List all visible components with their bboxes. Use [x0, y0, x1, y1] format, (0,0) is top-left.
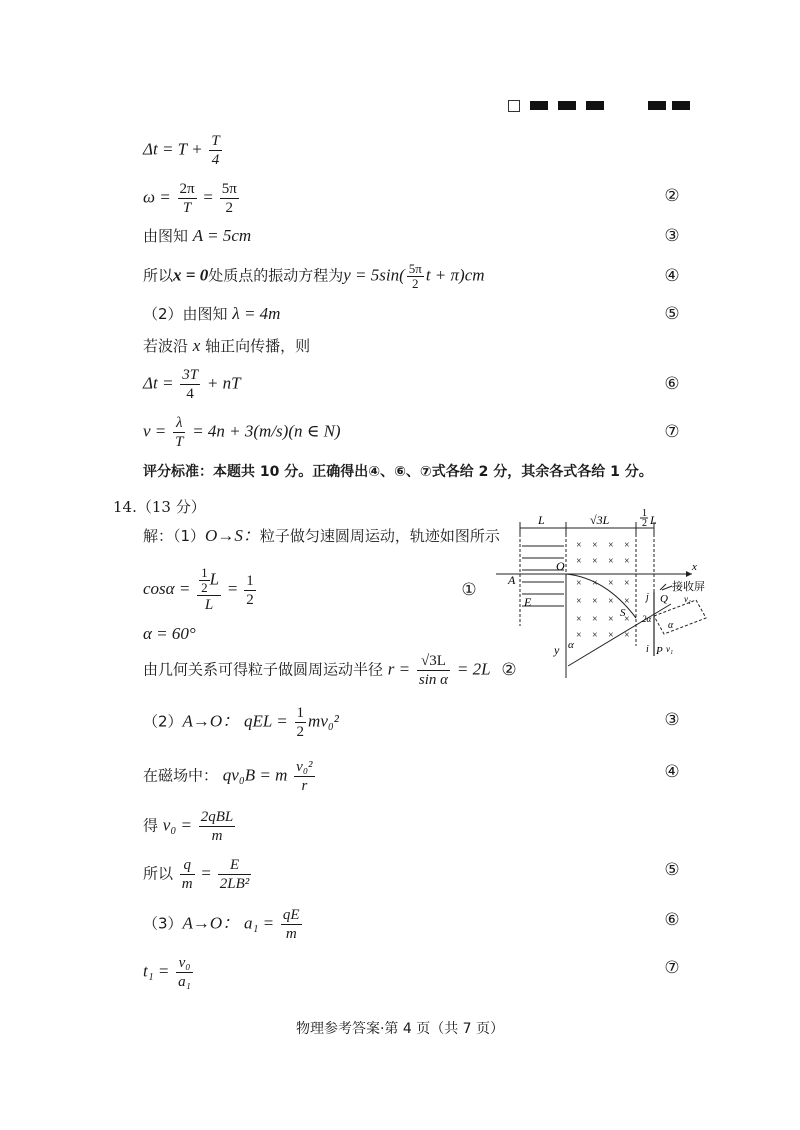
- eq-number: ④: [664, 266, 680, 286]
- label-alpha-screen: α: [668, 620, 674, 631]
- fraction: $\frac{qE}{m}$: [282, 907, 300, 942]
- field-cross: ×: [592, 578, 598, 589]
- dim-root3L-label: √3L: [590, 513, 610, 527]
- eq-number: ⑥: [664, 910, 680, 930]
- eq-cos-alpha: cosα = $\frac{1}{2}$ L L = $\frac{1}{2}$: [143, 565, 254, 613]
- eq-number: ⑤: [664, 860, 680, 880]
- eq-wavelength: （2）由图知 λ = 4m: [143, 304, 281, 323]
- fraction: $\frac{\lambda}{T}$: [175, 415, 184, 450]
- dim-half-den: 2: [642, 518, 647, 529]
- eq-v0: 得 v₀ = $\frac{\text{2qBL}}{m}$: [143, 809, 234, 844]
- eq-number: ②: [501, 659, 517, 679]
- q14-part1: 解：（1）O→S：粒子做匀速圆周运动，轨迹如图所示: [143, 526, 500, 545]
- field-cross: ×: [624, 630, 630, 641]
- corner-bar: [648, 101, 666, 110]
- fraction: $\frac{√3L}{\text{sin α}}$: [418, 653, 449, 688]
- fraction: $\frac{5\pi}{2}$: [408, 261, 422, 291]
- eq-charge-mass-ratio: 所以 $\frac{q}{m}$ = $\frac{E}{\text{2LB²}}$: [143, 857, 250, 892]
- field-cross: ×: [624, 578, 630, 589]
- field-cross: ×: [608, 556, 614, 567]
- fraction: $\frac{q}{m}$: [181, 857, 193, 892]
- field-cross: ×: [592, 556, 598, 567]
- eq-acceleration: （3）A→O： a₁ = $\frac{qE}{m}$: [143, 907, 300, 942]
- label-A: A: [508, 573, 516, 587]
- eq-number: ⑦: [664, 422, 680, 442]
- eq-delta-t: [143, 132, 224, 169]
- fraction: $\frac{\text{2qBL}}{m}$: [200, 809, 234, 844]
- trajectory-diagram: [496, 506, 716, 682]
- label-j: j: [646, 592, 649, 603]
- field-cross: ×: [608, 596, 614, 607]
- label-O: O: [556, 559, 565, 573]
- corner-bar: [530, 101, 548, 110]
- field-cross: ×: [624, 540, 630, 551]
- corner-bar: [672, 101, 690, 110]
- field-cross: ×: [592, 630, 598, 641]
- field-cross: ×: [608, 614, 614, 625]
- eq-amplitude: 由图知 A = 5cm: [143, 226, 252, 245]
- eq-radius: 由几何关系可得粒子做圆周运动半径 r = $\frac{√3L}{\text{sin α}}$ = 2L ②: [143, 653, 517, 688]
- label-v1-lower: v₁: [666, 644, 674, 654]
- label-i: i: [646, 644, 649, 655]
- label-S: S: [620, 607, 626, 619]
- label-alpha-y: α: [568, 639, 574, 651]
- field-cross: ×: [592, 614, 598, 625]
- label-Q: Q: [660, 593, 668, 605]
- fraction: $\frac{2\pi}{T}$: [179, 181, 195, 216]
- dim-half-L: L: [650, 513, 657, 527]
- fraction: $\frac{\text{v₀²}}{r}$: [296, 759, 313, 794]
- fraction: $\frac{5\pi}{2}$: [221, 181, 237, 216]
- eq-alpha-value: α = 60°: [143, 624, 196, 643]
- eq-lhs: ω =: [143, 187, 171, 207]
- corner-box: [508, 100, 520, 112]
- eq-omega: ω = $\frac{2\pi}{T}$ = $\frac{5\pi}{2}$: [143, 181, 237, 216]
- eq-magnetic-force: 在磁场中： qv₀B = m $\frac{\text{v₀²}}{r}$: [143, 759, 313, 794]
- page-footer: 物理参考答案·第 4 页（共 7 页）: [295, 1021, 505, 1037]
- label-P: P: [656, 645, 663, 657]
- eq-energy: （2）A→O： qEL = $\frac{1}{2}$ mv₀²: [143, 705, 339, 740]
- dim-L-label: L: [538, 513, 545, 527]
- field-cross: ×: [624, 556, 630, 567]
- label-v1: v₁: [684, 594, 692, 604]
- grading-standard: 评分标准：本题共 10 分。正确得出④、⑥、⑦式各给 2 分，其余各式各给 1 分。: [143, 464, 653, 480]
- eq-number: ③: [664, 226, 680, 246]
- field-cross: ×: [576, 596, 582, 607]
- fraction: $\frac{1}{2}$: [246, 572, 254, 608]
- fraction: $\frac{E}{\text{2LB²}}$: [219, 857, 250, 892]
- label-2alpha: 2α: [642, 614, 652, 624]
- field-cross: ×: [608, 578, 614, 589]
- field-cross: ×: [624, 596, 630, 607]
- field-cross: ×: [576, 614, 582, 625]
- eq-velocity: v = $\frac{\lambda}{T}$ = 4n + 3(m/s)(n ∈ N): [143, 415, 341, 450]
- question-14-number: 14.（13 分）: [113, 498, 206, 516]
- eq-number: ③: [664, 710, 680, 730]
- fraction: $\frac{\text{v₀}}{\text{a₁}}$: [178, 955, 191, 990]
- eq-number: ⑦: [664, 958, 680, 978]
- eq-number: ⑥: [664, 374, 680, 394]
- field-cross: ×: [608, 540, 614, 551]
- field-cross: ×: [576, 578, 582, 589]
- field-cross: ×: [576, 556, 582, 567]
- screen-label: 接收屏: [672, 581, 705, 593]
- eq-delta-t-general: Δt = $\frac{3T}{4}$ + nT: [143, 367, 241, 402]
- text-positive-direction: 若波沿 x 轴正向传播，则: [143, 336, 311, 355]
- field-cross: ×: [576, 630, 582, 641]
- eq-number: ②: [664, 186, 680, 206]
- eq-number: ①: [461, 580, 477, 600]
- corner-marks: [508, 98, 688, 114]
- label-E: E: [524, 595, 532, 609]
- field-cross: ×: [608, 630, 614, 641]
- eq-number: ④: [664, 762, 680, 782]
- field-cross: ×: [624, 614, 630, 625]
- dim-half-num: 1: [642, 508, 647, 519]
- label-x: x: [692, 561, 697, 573]
- eq-lhs: Δt = T +: [143, 139, 203, 159]
- magnetic-field-crosses: [576, 540, 630, 641]
- eq-t1: t₁ = $\frac{\text{v₀}}{\text{a₁}}$: [143, 955, 191, 990]
- eq-vibration: 所以x = 0处质点的振动方程为y = 5sin( $\frac{5\pi}{2}$ t + π)cm: [143, 261, 485, 291]
- fraction: $\frac{1}{2}$ L L: [197, 566, 221, 614]
- label-y: y: [554, 643, 560, 657]
- fraction: $\frac{3T}{4}$: [182, 367, 199, 402]
- eq-number: ⑤: [664, 304, 680, 324]
- corner-bar: [586, 101, 604, 110]
- corner-bar: [558, 101, 576, 110]
- fraction: $\frac{T}{4}$: [211, 133, 220, 168]
- field-cross: ×: [576, 540, 582, 551]
- fraction: $\frac{1}{2}$: [296, 705, 305, 740]
- field-cross: ×: [592, 540, 598, 551]
- field-cross: ×: [592, 596, 598, 607]
